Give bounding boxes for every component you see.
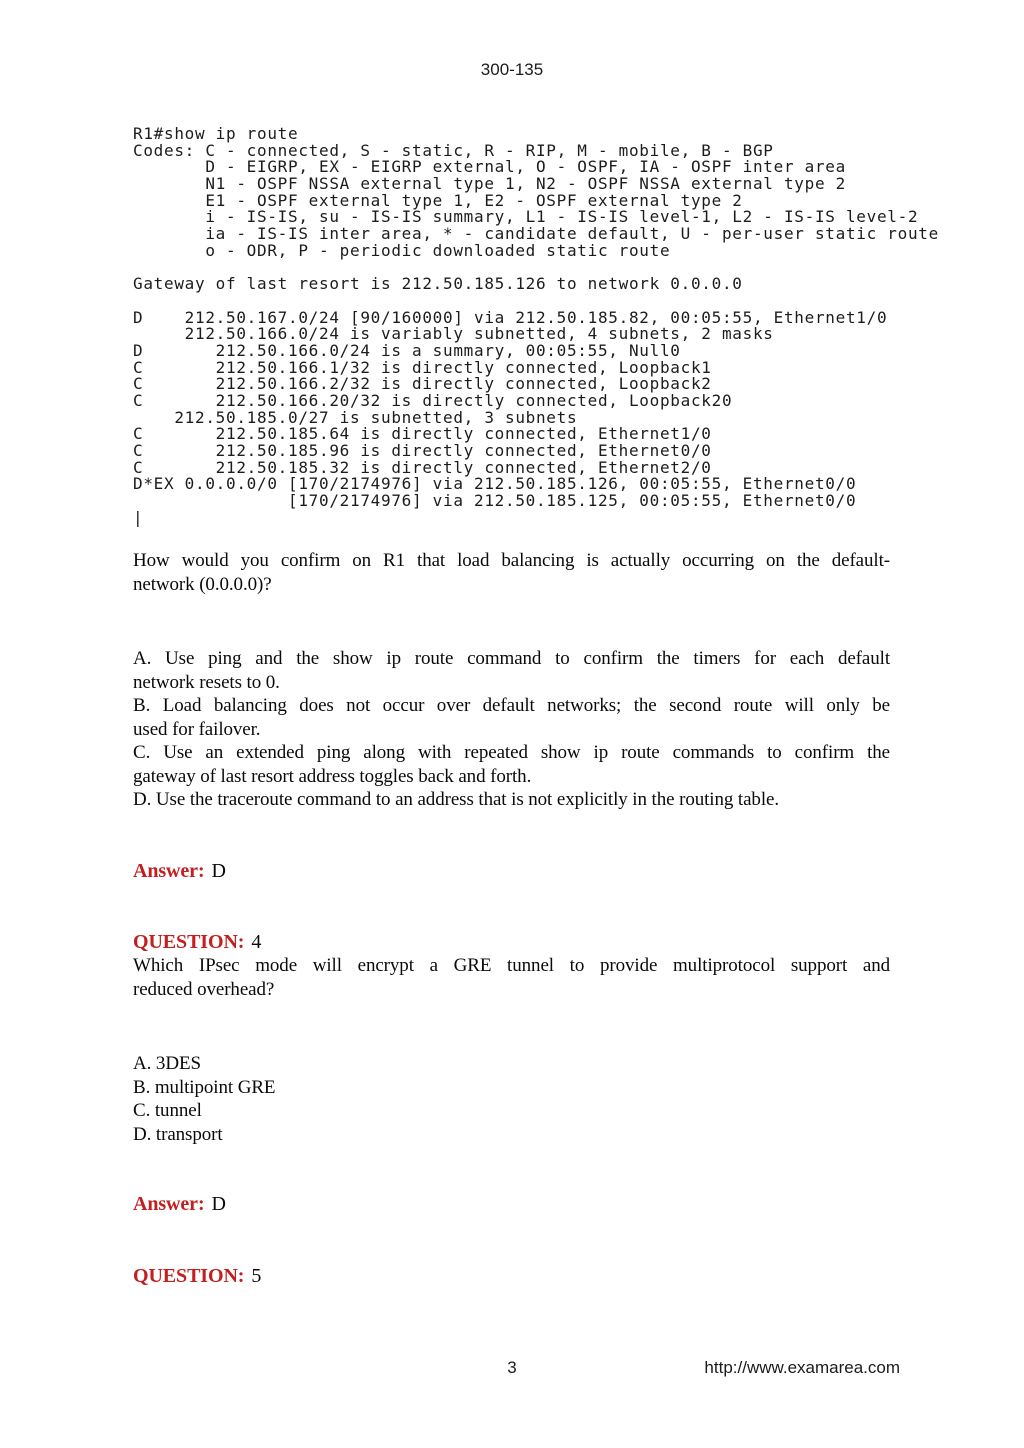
question3-option-d: [133, 788, 890, 812]
code-line: D 212.50.166.0/24 is a summary, 00:05:55, Null0: [133, 340, 681, 360]
question5-heading: [133, 1264, 261, 1288]
site-url-link[interactable]: http://www.examarea.com: [704, 1358, 900, 1377]
answer-value: D: [211, 860, 226, 882]
page-number: 3: [507, 1358, 517, 1377]
code-line: C 212.50.166.2/32 is directly connected, Loopback2: [133, 374, 712, 394]
code-line: E1 - OSPF external type 1, E2 - OSPF external type 2: [133, 190, 743, 210]
question4-answer-row: [133, 1192, 226, 1216]
text-line: D. Use the traceroute command to an address that is not explicitly in the routing table.: [133, 789, 779, 810]
question3-option-c: [133, 741, 890, 788]
text-line: How would you confirm on R1 that load balancing is actually occurring on the default-: [133, 550, 890, 571]
text-line: network (0.0.0.0)?: [133, 573, 272, 595]
code-line: ia - IS-IS inter area, * - candidate default, U - per-user static route: [133, 224, 939, 244]
text-line: B. multipoint GRE: [133, 1076, 276, 1098]
code-line: D 212.50.167.0/24 [90/160000] via 212.50.185.82, 00:05:55, Ethernet1/0: [133, 307, 888, 327]
text-line: A. Use ping and the show ip route command to confirm the timers for each default: [133, 648, 890, 669]
question4-options: [133, 1052, 890, 1146]
router-cli-output: [133, 126, 939, 527]
question3-option-b: [133, 694, 890, 741]
code-line: 212.50.166.0/24 is variably subnetted, 4 subnets, 2 masks: [133, 324, 774, 344]
question4-option-d: [133, 1123, 890, 1147]
text-line: D. transport: [133, 1123, 223, 1145]
answer-label: Answer:: [133, 860, 205, 882]
code-line: [170/2174976] via 212.50.185.125, 00:05:55, Ethernet0/0: [133, 491, 857, 511]
code-line: R1#show ip route: [133, 124, 299, 143]
question3-answer-row: [133, 859, 226, 883]
text-line: network resets to 0.: [133, 671, 280, 693]
question4-heading: [133, 930, 261, 954]
code-line: D*EX 0.0.0.0/0 [170/2174976] via 212.50.185.126, 00:05:55, Ethernet0/0: [133, 474, 857, 494]
code-line: i - IS-IS, su - IS-IS summary, L1 - IS-IS level-1, L2 - IS-IS level-2: [133, 207, 919, 227]
exam-code-title: 300-135: [480, 60, 544, 79]
page-footer: [0, 1358, 1024, 1380]
answer-value: D: [211, 1193, 226, 1215]
question4-option-b: [133, 1076, 890, 1100]
question-number: 4: [251, 931, 262, 953]
text-line: Which IPsec mode will encrypt a GRE tunnel to provide multiprotocol support and: [133, 955, 890, 976]
code-line: N1 - OSPF NSSA external type 1, N2 - OSPF NSSA external type 2: [133, 174, 846, 194]
question-number: 5: [251, 1265, 262, 1287]
question3-option-a: [133, 647, 890, 694]
question-label: QUESTION:: [133, 931, 245, 953]
code-line: C 212.50.166.20/32 is directly connected, Loopback20: [133, 391, 733, 410]
code-line: 212.50.185.0/27 is subnetted, 3 subnets: [133, 407, 578, 427]
code-line: C 212.50.185.64 is directly connected, Ethernet1/0: [133, 424, 712, 444]
code-line: C 212.50.185.32 is directly connected, Ethernet2/0: [133, 457, 712, 477]
question4-option-a: [133, 1052, 890, 1076]
text-line: gateway of last resort address toggles back and forth.: [133, 765, 532, 787]
code-line: o - ODR, P - periodic downloaded static route: [133, 240, 671, 260]
text-line: C. tunnel: [133, 1100, 202, 1121]
text-line: C. Use an extended ping along with repeated show ip route commands to confirm the: [133, 742, 890, 763]
code-line: D - EIGRP, EX - EIGRP external, O - OSPF, IA - OSPF inter area: [133, 157, 846, 177]
text-line: B. Load balancing does not occur over default networks; the second route will only be: [133, 695, 890, 716]
text-line: A. 3DES: [133, 1053, 201, 1074]
question4-option-c: [133, 1099, 890, 1123]
question3-prompt: [133, 549, 890, 596]
question4-prompt: [133, 954, 890, 1001]
code-line: |: [133, 507, 144, 527]
code-line: Gateway of last resort is 212.50.185.126 to network 0.0.0.0: [133, 274, 743, 294]
code-line: C 212.50.166.1/32 is directly connected, Loopback1: [133, 357, 712, 377]
code-line: C 212.50.185.96 is directly connected, Ethernet0/0: [133, 441, 712, 461]
answer-label: Answer:: [133, 1193, 205, 1215]
text-line: reduced overhead?: [133, 978, 275, 1000]
code-line: Codes: C - connected, S - static, R - RIP, M - mobile, B - BGP: [133, 140, 774, 160]
text-line: used for failover.: [133, 718, 261, 740]
question3-options: [133, 647, 890, 812]
question-label: QUESTION:: [133, 1265, 245, 1287]
